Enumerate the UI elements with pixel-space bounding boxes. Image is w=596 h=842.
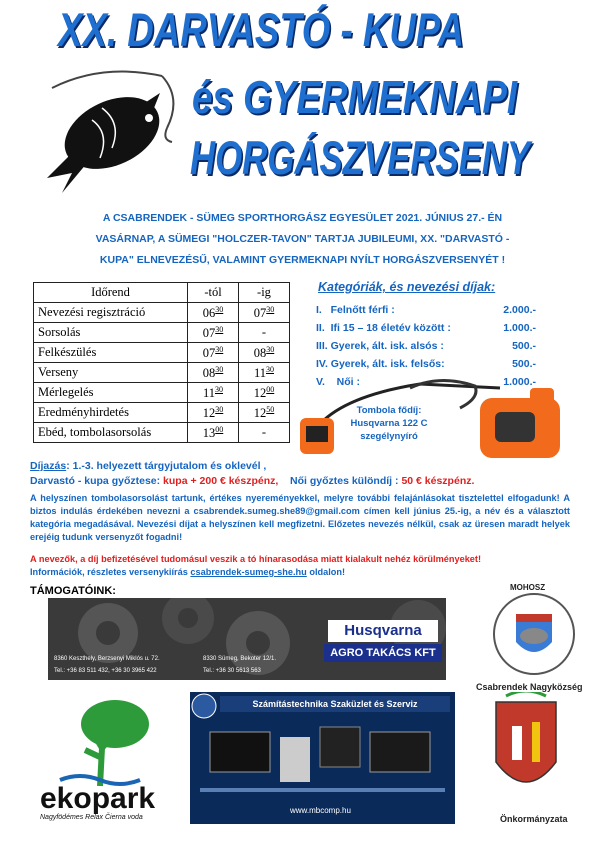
prizes-line-1: Díjazás: 1.-3. helyezett tárgyjutalom és oklevél , <box>30 460 267 472</box>
mohosz-label: MOHOSZ <box>510 583 546 592</box>
schedule-label: Nevezési regisztráció <box>34 303 188 323</box>
table-row <box>34 323 290 343</box>
schedule-table <box>33 282 290 443</box>
schedule-label: Eredményhirdetés <box>34 403 188 423</box>
website-link[interactable]: csabrendek-sumeg-she.hu <box>190 567 307 577</box>
body-paragraph: A helyszínen tombolasorsolást tartunk, értékes nyereményekkel, melyre további felajánlásokat tisztelettel elfogadunk! A biztos indulás érdekében nevezni a csabrendek.sumeg.she89@gmail.com címen kell június 25.-ig, a név és a választott kategória megadásával. Nevezési díjat a helyszínen kell megfizetni. Előzetes nevezés nélkül, csak az üresen maradt helyek erejéig tudunk versenyzőt fogadni! <box>30 493 570 542</box>
category-item: III. Gyerek, ált. isk. alsós : 500.- <box>316 340 536 352</box>
intro-line-1: A CSABRENDEK - SÜMEG SPORTHORGÁSZ EGYESÜLET 2021. JÚNIUS 27.- ÉN <box>102 212 503 224</box>
intro-line-2: VASÁRNAP, A SÜMEGI "HOLCZER-TAVON" TARTJA JUBILEUMI, XX. "DARVASTÓ - <box>95 233 510 245</box>
tombola-line-1: Tombola fődíj: <box>356 405 422 416</box>
category-item: I. Felnőtt férfi : 2.000.- <box>316 304 536 316</box>
ekopark-name: ekopark <box>40 782 156 815</box>
schedule-from: $13^{00}$ <box>188 423 239 443</box>
electronics-image <box>190 692 455 824</box>
tree-icon <box>40 698 190 788</box>
schedule-header-row <box>34 283 290 303</box>
csabrendek-crest <box>486 692 566 810</box>
supporters-label: TÁMOGATÓINK: <box>30 585 116 597</box>
mbcomp-title: Számítástechnika Szaküzlet és Szerviz <box>220 696 450 712</box>
csabrendek-top: Csabrendek Nagyközség <box>476 682 583 692</box>
schedule-to: $12^{00}$ <box>239 383 290 403</box>
husqvarna-logo: Husqvarna <box>328 620 438 642</box>
schedule-from: $07^{30}$ <box>188 323 239 343</box>
schedule-from: $07^{30}$ <box>188 343 239 363</box>
schedule-label: Mérlegelés <box>34 383 188 403</box>
tombola-line-3: szegélynyíró <box>360 431 418 442</box>
schedule-to: $11^{30}$ <box>239 363 290 383</box>
schedule-header: Időrend <box>34 283 188 303</box>
category-item: II. Ifi 15 – 18 életév között : 1.000.- <box>316 322 536 334</box>
table-row <box>34 343 290 363</box>
schedule-from: $06^{30}$ <box>188 303 239 323</box>
ekopark-logo <box>40 698 190 826</box>
body-warning: A nevezők, a díj befizetésével tudomásul veszik a tó hínarasodása miatt kialakult nehéz körülményeket! <box>30 554 482 564</box>
table-row <box>34 403 290 423</box>
tombola-prize <box>334 404 444 443</box>
category-item: IV. Gyerek, ált. isk. felsős: 500.- <box>316 358 536 370</box>
schedule-from: $08^{30}$ <box>188 363 239 383</box>
schedule-to: $08^{30}$ <box>239 343 290 363</box>
intro-line-3: KUPA" ELNEVEZÉSŰ, VALAMINT GYERMEKNAPI NYÍLT HORGÁSZVERSENYÉT ! <box>99 254 506 266</box>
schedule-from: $11^{30}$ <box>188 383 239 403</box>
title-line-1: XX. DARVASTÓ - KUPA <box>58 3 465 56</box>
schedule-to: $12^{50}$ <box>239 403 290 423</box>
agro-takacs-label: AGRO TAKÁCS KFT <box>324 644 442 662</box>
schedule-from: $12^{30}$ <box>188 403 239 423</box>
table-row <box>34 383 290 403</box>
table-row <box>34 423 290 443</box>
schedule-to: $07^{30}$ <box>239 303 290 323</box>
address-1: 8360 Keszthely, Berzsenyi Miklós u. 72. <box>54 656 160 662</box>
schedule-header: -ig <box>239 283 290 303</box>
ekopark-sub: Nagyfödémes Relax Čierna voda <box>40 814 143 821</box>
title-line-2: és GYERMEKNAPI <box>192 71 518 123</box>
phone-2: Tel.: +36 30 5613 563 <box>203 668 261 674</box>
body-info: Információk, részletes versenykiírás csabrendek-sumeg-she.hu oldalon! <box>30 567 346 577</box>
mohosz-logo <box>486 582 582 678</box>
carp-fish-logo <box>42 58 192 198</box>
phone-1: Tel.: +36 83 511 432, +36 30 3965 422 <box>54 668 157 674</box>
prizes-line-2: Darvastó - kupa győztese: kupa + 200 € készpénz, Női győztes különdíj : 50 € készpénz. <box>30 475 475 487</box>
schedule-header: -tól <box>188 283 239 303</box>
schedule-to: - <box>239 423 290 443</box>
schedule-label: Felkészülés <box>34 343 188 363</box>
category-item: V. Női : 1.000.- <box>316 376 536 388</box>
categories-title: Kategóriák, és nevezési díjak: <box>318 280 496 294</box>
schedule-to: - <box>239 323 290 343</box>
schedule-label: Sorsolás <box>34 323 188 343</box>
schedule-label: Ebéd, tombolasorsolás <box>34 423 188 443</box>
csabrendek-bottom: Önkormányzata <box>500 814 568 824</box>
intro-text <box>30 208 575 271</box>
mbcomp-banner <box>190 692 455 824</box>
address-2: 8330 Sümeg, Bekoter 12/1. <box>203 656 277 662</box>
mbcomp-url: www.mbcomp.hu <box>290 806 351 815</box>
table-row <box>34 363 290 383</box>
title-line-3: HORGÁSZVERSENY <box>190 131 531 184</box>
tombola-line-2: Husqvarna 122 C <box>350 418 428 429</box>
agro-takacs-banner <box>48 598 446 680</box>
schedule-label: Verseny <box>34 363 188 383</box>
table-row <box>34 303 290 323</box>
